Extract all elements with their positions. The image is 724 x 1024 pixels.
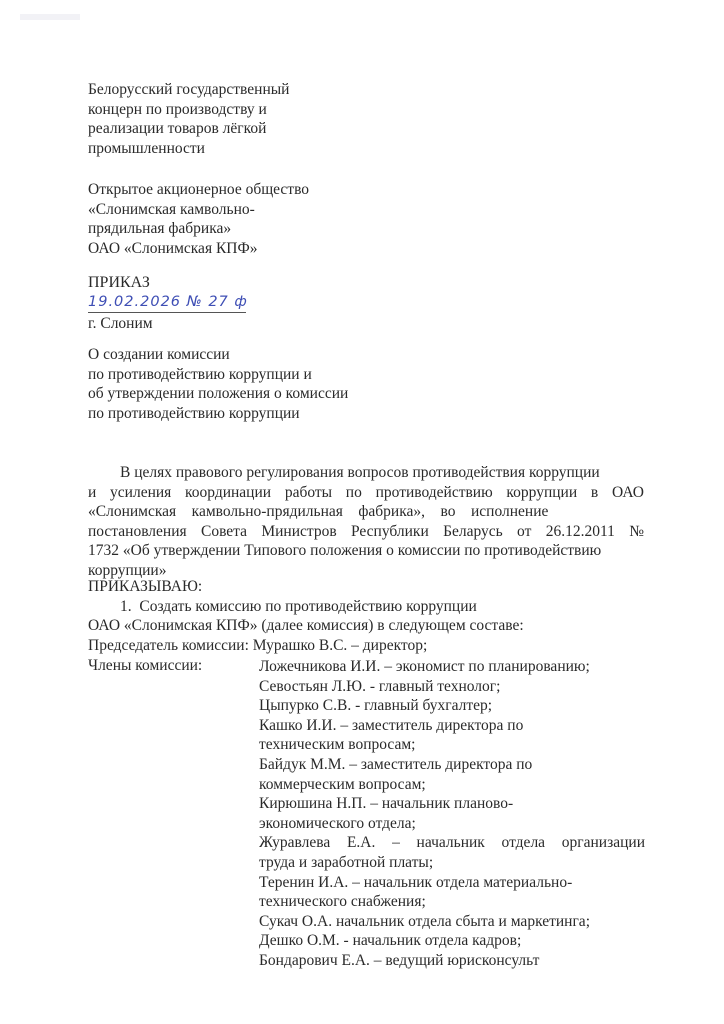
issuer-line: концерн по производству и xyxy=(88,100,267,118)
subject-line: по противодействию коррупции xyxy=(88,404,300,422)
company-line: «Слонимская камвольно- xyxy=(88,200,255,218)
chairman-row xyxy=(88,637,427,655)
member-line: Теренин И.А. – начальник отдела материально- xyxy=(259,873,573,891)
order-item-1-continuation: ОАО «Слонимская КПФ» (далее комиссия) в следующем составе: xyxy=(88,617,524,634)
preamble-line: «Слонимская камвольно-прядильная фабрика», во исполнение xyxy=(88,503,549,520)
company-line: Открытое акционерное общество xyxy=(88,181,310,198)
member-line: Бондарович Е.А. – ведущий юрисконсульт xyxy=(259,951,540,969)
member-line: Дешко О.М. - начальник отдела кадров; xyxy=(259,932,522,950)
member-line: труда и заработной платы; xyxy=(259,853,434,871)
document-type-title: ПРИКАЗ xyxy=(88,274,150,291)
member-line: Ложечникова И.И. – экономист по планированию; xyxy=(259,658,590,675)
member-line: техническим вопросам; xyxy=(259,736,416,754)
item-text: Создать комиссию по противодействию коррупции xyxy=(139,598,477,615)
chairman-label: Председатель комиссии: xyxy=(88,637,249,654)
order-operative-word: ПРИКАЗЫВАЮ: xyxy=(88,578,203,595)
company-line: прядильная фабрика» xyxy=(88,220,232,237)
issuer-line: Белорусский государственный xyxy=(88,81,290,98)
members-label: Члены комиссии: xyxy=(88,657,203,674)
member-line: Севостьян Л.Ю. - главный технолог; xyxy=(259,677,501,695)
chairman-value: Мурашко В.С. – директор; xyxy=(252,637,428,654)
member-line: Журавлева Е.А. – начальник отдела организации xyxy=(259,834,645,852)
member-line: технического снабжения; xyxy=(259,893,426,911)
member-line: коммерческим вопросам; xyxy=(259,775,426,793)
preamble-line: и усиления координации работы по противодействию коррупции в ОАО xyxy=(88,483,644,501)
member-line: Цыпурко С.В. - главный бухгалтер; xyxy=(259,697,493,715)
subject-line: об утверждении положения о комиссии xyxy=(88,385,349,402)
item-number: 1. xyxy=(120,598,132,615)
preamble-paragraph xyxy=(88,463,644,580)
members-list xyxy=(259,657,645,971)
member-line: экономического отдела; xyxy=(259,814,416,832)
preamble-line: 1732 «Об утверждении Типового положения о комиссии по противодействию xyxy=(88,542,602,559)
member-line: Кашко И.И. – заместитель директора по xyxy=(259,716,524,734)
scan-smudge xyxy=(20,14,80,20)
subject-line: по противодействию коррупции и xyxy=(88,365,312,383)
preamble-line: коррупции» xyxy=(88,561,167,579)
member-line: Кирюшина Н.П. – начальник планово- xyxy=(259,795,514,813)
issuer-line: реализации товаров лёгкой xyxy=(88,120,267,137)
handwritten-date-number: 19.02.2026 № 27 ф xyxy=(88,292,246,313)
city: г. Слоним xyxy=(88,315,153,332)
preamble-line: В целях правового регулирования вопросов противодействия коррупции xyxy=(120,464,600,481)
subject-line: О создании комиссии xyxy=(88,346,230,363)
member-line: Сукач О.А. начальник отдела сбыта и маркетинга; xyxy=(259,912,590,930)
order-subject xyxy=(88,345,348,423)
member-line: Байдук М.М. – заместитель директора по xyxy=(259,755,533,773)
company-name-block xyxy=(88,180,309,258)
company-line: ОАО «Слонимская КПФ» xyxy=(88,239,258,257)
issuer-organization xyxy=(88,80,289,158)
preamble-line: постановления Совета Министров Республики Беларусь от 26.12.2011 № xyxy=(88,522,644,540)
issuer-line: промышленности xyxy=(88,139,205,157)
order-item-1 xyxy=(120,598,477,616)
